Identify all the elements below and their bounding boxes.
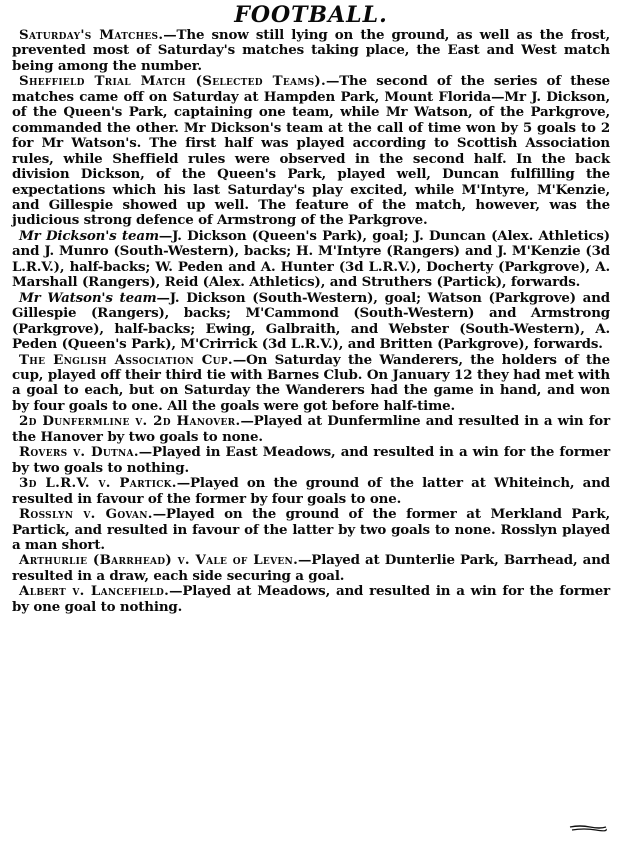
- paragraph-heading: 3d L.R.V. v. Partick.: [19, 475, 177, 492]
- paragraph-rosslyn-govan: [12, 507, 610, 553]
- paragraph-dickson-team: [12, 229, 610, 291]
- paragraph-heading: Rosslyn v. Govan.: [19, 506, 153, 523]
- paragraph-body: —J. Dickson (South-Western), goal; Watson (Parkgrove) and Gillespie (Rangers), backs; M'Cammond (South-Western) and Armstrong (Parkgrove), half-backs; Ewing, Galbraith, and Webster (South-Western), A. Peden (Queen's Park), M'Crirrick (3d L.R.V.), and Britten (Parkgrove), forwards.: [12, 289, 611, 353]
- paragraph-body: —The second of the series of these matches came off on Saturday at Hampden Park, Mount Florida—Mr J. Dickson, of the Queen's Park, captaining one team, while Mr Watson, of the Parkgrove, commanded the other. Mr Dickson's team at the call of time won by 5 goals to 2 for Mr Watson's. The first half was played according to Scottish Association rules, while Sheffield rules were observed in the second half. In the back division Dickson, of the Queen's Park, played well, Duncan fulfilling the expectations which his last Saturday's play excited, while M'Intyre, M'Kenzie, and Gillespie showed up well. The feature of the match, however, was the judicious strong defence of Armstrong of the Parkgrove.: [12, 73, 610, 229]
- paragraph-albert-lancefield: [12, 584, 610, 615]
- paragraph-body: —On Saturday the Wanderers, the holders of the cup, played off their third tie with Barnes Club. On January 12 they had met with a goal to each, but on Saturday the Wanderers had the game in hand, and won by four goals to one. All the goals were got before half-time.: [12, 351, 610, 414]
- paragraph-saturdays-matches: [12, 28, 610, 74]
- end-flourish-icon: [568, 824, 608, 832]
- paragraph-heading: Saturday's Matches.: [19, 27, 164, 43]
- paragraph-heading: The English Association Cup.: [19, 351, 233, 368]
- paragraph-body: —The snow still lying on the ground, as well as the frost, prevented most of Saturday's matches taking place, the East and West match being among the number.: [12, 27, 610, 74]
- paragraph-watson-team: [12, 291, 610, 353]
- paragraph-heading: Sheffield Trial Match (Selected Teams).: [19, 73, 326, 90]
- paragraph-body: —Played at Dunfermline and resulted in a win for the Hanover by two goals to none.: [12, 413, 610, 445]
- paragraph-body: —Played on the ground of the former at Merkland Park, Partick, and resulted in favour of the latter by two goals to none. Rosslyn played a man short.: [12, 506, 611, 553]
- paragraph-body: —J. Dickson (Queen's Park), goal; J. Duncan (Alex. Athletics) and J. Munro (South-Western), backs; H. M'Intyre (Rangers) and J. M'Kenzie (3d L.R.V.), half-backs; W. Peden and A. Hunter (3d L.R.V.), Docherty (Parkgrove), A. Marshall (Rangers), Reid (Alex. Athletics), and Struthers (Partick), forwards.: [12, 227, 610, 291]
- paragraph-heading: Mr Watson's team: [19, 289, 157, 306]
- paragraph-heading: Mr Dickson's team: [19, 227, 159, 244]
- paragraph-sheffield-trial: [12, 74, 610, 229]
- paragraph-lrv-partick: [12, 476, 610, 507]
- paragraph-rovers-dutna: [12, 445, 610, 476]
- paragraph-body: —Played at Dunterlie Park, Barrhead, and resulted in a draw, each side securing a goal.: [12, 552, 610, 584]
- page-title: FOOTBALL.: [234, 2, 388, 28]
- paragraph-heading: Albert v. Lancefield.: [19, 583, 170, 600]
- paragraph-body: —Played on the ground of the latter at Whiteinch, and resulted in favour of the former by four goals to one.: [12, 475, 610, 507]
- paragraph-heading: Arthurlie (Barrhead) v. Vale of Leven.: [19, 552, 299, 569]
- paragraph-heading: Rovers v. Dutna.: [19, 444, 139, 461]
- paragraph-heading: 2d Dunfermline v. 2d Hanover.: [19, 413, 241, 430]
- paragraph-body: —Played in East Meadows, and resulted in a win for the former by two goals to nothing.: [12, 444, 610, 476]
- paragraph-arthurlie-vale: [12, 553, 610, 584]
- paragraph-dunfermline-hanover: [12, 414, 610, 445]
- paragraph-body: —Played at Meadows, and resulted in a win for the former by one goal to nothing.: [12, 583, 610, 615]
- paragraph-english-cup: [12, 353, 610, 415]
